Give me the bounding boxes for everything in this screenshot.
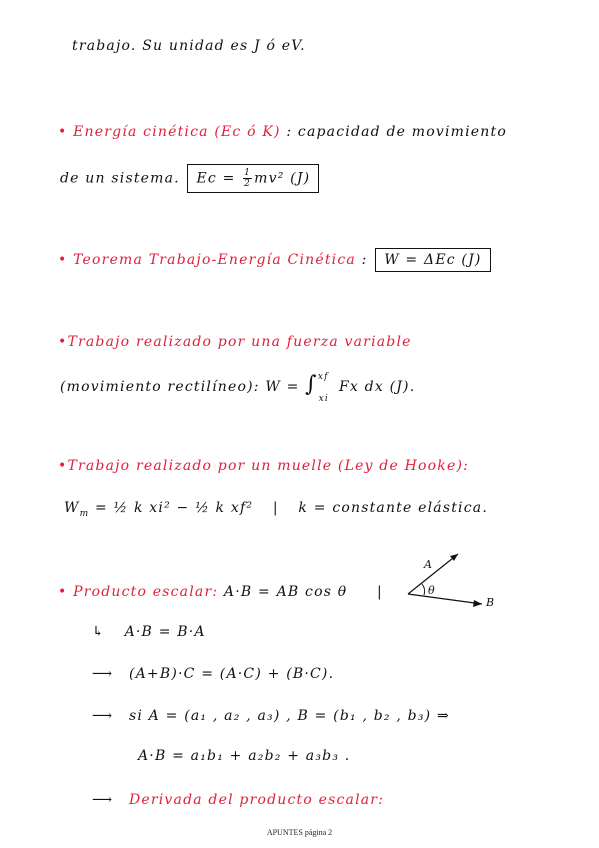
componentes-line — [92, 708, 450, 724]
distributiva-formula: (A+B)·C = (A·C) + (B·C). — [128, 666, 335, 682]
muelle-formula: = ½ k xi² − ½ k xf² — [89, 500, 254, 516]
ec-formula-lhs: Ec = — [196, 170, 242, 187]
integral-body: Fx dx (J). — [339, 379, 416, 395]
movimiento-rectilineo-text: (movimiento rectilíneo): W = — [60, 379, 306, 395]
producto-escalar-line — [58, 584, 383, 600]
producto-componentes-line: A·B = a₁b₁ + a₂b₂ + a₃b₃ . — [138, 748, 351, 764]
page-footer: APUNTES página 2 — [266, 828, 333, 837]
distributiva-line — [92, 666, 334, 682]
separator: | — [272, 500, 279, 516]
right-arrow-icon: ⟶ — [92, 792, 114, 808]
work-symbol: W — [64, 500, 80, 516]
teorema-heading: • Teorema Trabajo-Energía Cinética — [58, 252, 356, 268]
vector-b-label: B — [486, 596, 496, 609]
vector-a-label: A — [424, 558, 434, 571]
fraction-denominator: 2 — [244, 179, 252, 189]
movimiento-rectilineo-line — [60, 372, 416, 404]
theta-label: θ — [428, 584, 436, 597]
colon: : — [361, 252, 374, 268]
teorema-line — [58, 248, 493, 272]
integral-sign: ∫ — [305, 372, 318, 397]
muelle-line — [58, 458, 469, 474]
conmutativa-formula: A·B = B·A — [124, 624, 206, 640]
derivada-line — [92, 792, 384, 808]
sistema-line — [60, 164, 321, 193]
energia-cinetica-definition: : capacidad de movimiento — [286, 124, 507, 140]
teorema-formula-box: W = ΔEc (J) — [375, 248, 490, 272]
work-subscript: m — [79, 508, 90, 519]
integral-upper-limit: xf — [317, 372, 329, 382]
muelle-heading: •Trabajo realizado por un muelle — [58, 458, 333, 474]
hooke-heading: (Ley de Hooke): — [337, 458, 470, 474]
separator-2: | — [377, 584, 383, 600]
fraction-half — [243, 168, 252, 189]
muelle-formula-line — [64, 500, 488, 519]
right-arrow-icon: ⟶ — [92, 666, 114, 682]
producto-escalar-formula: A·B = AB cos θ — [223, 584, 348, 600]
derivada-heading: Derivada del producto escalar: — [128, 792, 385, 808]
conmutativa-line — [92, 624, 206, 640]
fuerza-variable-heading: •Trabajo realizado por una fuerza variable — [58, 334, 412, 350]
energia-cinetica-line — [58, 124, 507, 140]
producto-escalar-heading: • Producto escalar: — [58, 584, 219, 600]
componentes-formula: si A = (a₁ , a₂ , a₃) , B = (b₁ , b₂ , b₃) ⇒ — [128, 708, 450, 724]
vector-b-arrowhead — [473, 600, 482, 607]
ec-formula-rhs: mv² (J) — [254, 170, 311, 187]
constante-elastica: k = constante elástica. — [298, 500, 488, 516]
text-line-unit: trabajo. Su unidad es J ó eV. — [72, 38, 306, 54]
integral-lower-limit: xi — [318, 394, 330, 404]
vector-b-line — [408, 594, 482, 604]
hook-arrow-icon: ↳ — [92, 624, 105, 640]
right-arrow-icon: ⟶ — [92, 708, 114, 724]
energia-cinetica-heading: • Energía cinética (Ec ó K) — [58, 124, 281, 140]
ec-formula-box — [187, 164, 319, 193]
sistema-text: de un sistema. — [60, 170, 180, 187]
fraction-numerator: 1 — [244, 168, 252, 178]
angle-arc — [422, 584, 425, 595]
